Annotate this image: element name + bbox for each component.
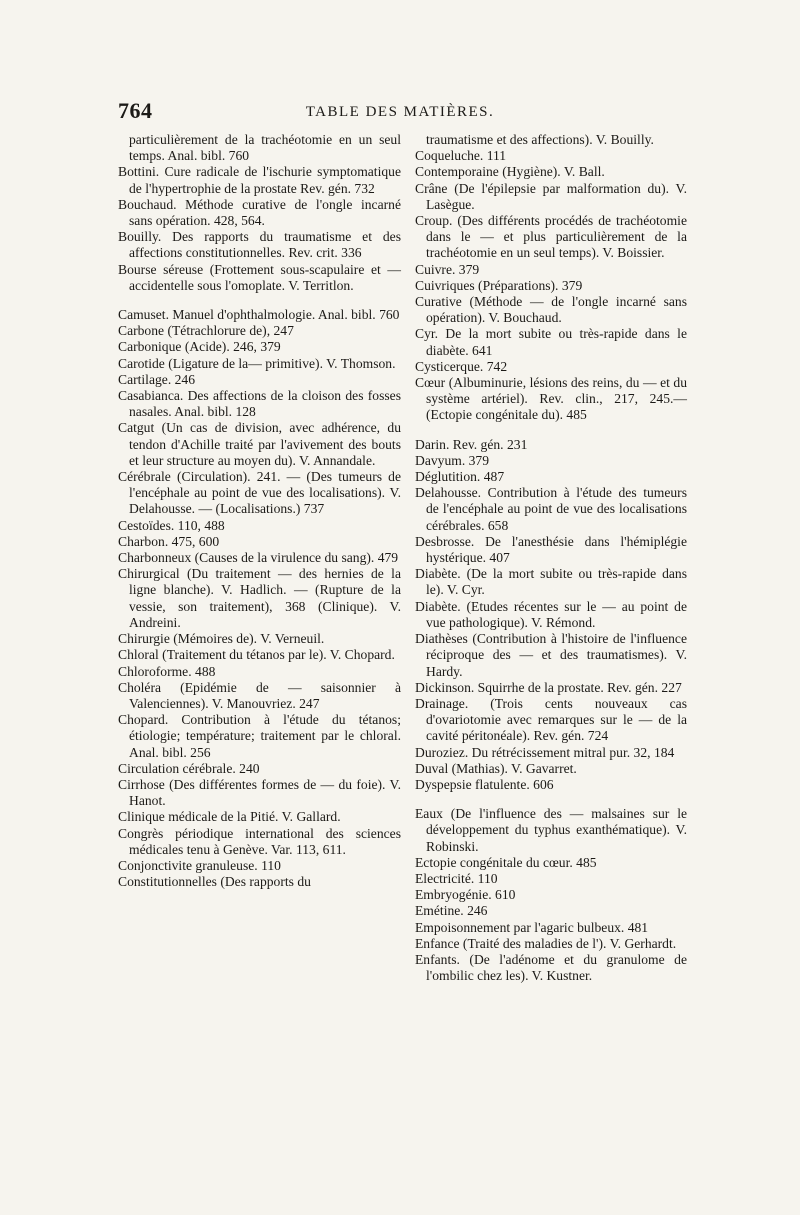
index-entry: Enfants. (De l'adénome et du granulome de l'ombilic chez les). V. Kustner. [415,951,687,984]
index-entry: Diabète. (De la mort subite ou très-rapide dans le). V. Cyr. [415,566,687,598]
index-entry: Chloroforme. 488 [118,663,216,679]
index-entry: Diabète. (Etudes récentes sur le — au point de vue pathologique). V. Rémond. [415,598,687,630]
index-entry: Desbrosse. De l'anesthésie dans l'hémiplégie hystérique. 407 [415,533,687,566]
index-entry: Duroziez. Du rétrécissement mitral pur. 32, 184 [415,744,675,760]
index-entry: Chirurgie (Mémoires de). V. Verneuil. [118,631,325,647]
index-entry: Crâne (De l'épilepsie par malformation du). V. Lasègue. [415,180,687,212]
index-entry: Cuivriques (Préparations). 379 [415,277,583,293]
index-entry: Davyum. 379 [415,452,490,468]
index-entry: Cysticerque. 742 [415,358,508,374]
index-entry: Darin. Rev. gén. 231 [415,436,528,452]
index-entry: Croup. (Des différents procédés de trachéotomie dans le — et plus particulièrement de la trachéotomie en un seul temps). V. Boissier. [415,213,687,261]
index-entry: Coqueluche. 111 [415,148,507,164]
index-entry: Dickinson. Squirrhe de la prostate. Rev. gén. 227 [415,679,682,695]
index-entry: Constitutionnelles (Des rapports du [118,874,311,890]
index-entry: Bourse séreuse (Frottement sous-scapulaire et — accidentelle sous l'omoplate. V. Territlon. [118,261,401,293]
index-entry: Cœur (Albuminurie, lésions des reins, du — et du système artériel). Rev. clin., 217, 245.— (Ectopie congénitale du). 485 [415,375,687,423]
index-entry: Conjonctivite granuleuse. 110 [118,857,281,873]
index-entry: particulièrement de la trachéotomie en un seul temps. Anal. bibl. 760 [129,132,401,164]
index-entry: Clinique médicale de la Pitié. V. Gallard. [118,809,341,825]
index-entry: Catgut (Un cas de division, avec adhérence, du tendon d'Achille traité par l'avivement des bouts et leur structure au moyen du). V. Annandale. [118,420,401,468]
index-entry: Choléra (Epidémie de — saisonnier à Valenciennes). V. Manouvriez. 247 [118,679,401,711]
index-entry: Diathèses (Contribution à l'histoire de l'influence réciproque des — et des traumatismes). V. Hardy. [415,631,687,679]
index-entry: Circulation cérébrale. 240 [118,760,260,776]
index-entry: Cartilage. 246 [118,371,196,387]
right-index-column [415,132,687,984]
index-entry: Bouchaud. Méthode curative de l'ongle incarné sans opération. 428, 564. [118,196,401,229]
index-entry: Dyspepsie flatulente. 606 [415,776,554,792]
index-entry: Delahousse. Contribution à l'étude des tumeurs de l'encéphale au point de vue des localisations cérébrales. 658 [415,485,687,533]
index-entry: Chopard. Contribution à l'étude du tétanos; étiologie; température; traitement par le chloral. Anal. bibl. 256 [118,712,401,760]
index-entry: Casabianca. Des affections de la cloison des fosses nasales. Anal. bibl. 128 [118,388,401,420]
left-index-column [118,132,401,890]
index-entry: Congrès périodique international des sciences médicales tenu à Genève. Var. 113, 611. [118,825,401,857]
index-entry: Emétine. 246 [415,903,488,919]
index-entry: Embryogénie. 610 [415,887,516,903]
index-entry: Electricité. 110 [415,870,498,886]
index-entry: Déglutition. 487 [415,469,505,485]
index-entry: traumatisme et des affections). V. Bouilly. [426,132,654,147]
page-number: 764 [118,98,153,123]
index-entry: Duval (Mathias). V. Gavarret. [415,760,577,776]
running-title: TABLE DES MATIÈRES. [305,104,495,120]
index-entry: Carotide (Ligature de la— primitive). V. Thomson. [118,355,396,371]
index-entry: Camuset. Manuel d'ophthalmologie. Anal. bibl. 760 [118,307,400,323]
index-entry: Empoisonnement par l'agaric bulbeux. 481 [415,919,649,935]
index-entry: Ectopie congénitale du cœur. 485 [415,854,597,870]
index-entry: Cestoïdes. 110, 488 [118,517,225,533]
index-entry: Cirrhose (Des différentes formes de — du foie). V. Hanot. [118,776,401,809]
index-entry: Carbonique (Acide). 246, 379 [118,339,281,355]
index-entry: Charbon. 475, 600 [118,533,220,549]
index-entry: Bottini. Cure radicale de l'ischurie symptomatique de l'hypertrophie de la prostate Rev. gén. 732 [118,164,401,196]
index-entry: Enfance (Traité des maladies de l'). V. Gerhardt. [415,935,677,951]
index-entry: Cérébrale (Circulation). 241. — (Des tumeurs de l'encéphale au point de vue des localisations). V. Delahousse. — (Localisations.) 737 [118,469,401,517]
index-entry: Chloral (Traitement du tétanos par le). V. Chopard. [118,647,395,663]
index-entry: Eaux (De l'influence des — malsaines sur le développement du typhus exanthématique). V. Robinski. [415,806,687,854]
index-entry: Carbone (Tétrachlorure de), 247 [118,323,294,339]
index-entry: Bouilly. Des rapports du traumatisme et des affections constitutionnelles. Rev. crit. 336 [118,229,401,261]
index-entry: Contemporaine (Hygiène). V. Ball. [415,164,605,180]
index-entry: Drainage. (Trois cents nouveaux cas d'ovariotomie avec remarques sur le — de la cavité péritonéale). Rev. gén. 724 [415,695,687,744]
index-entry: Chirurgical (Du traitement — des hernies de la ligne blanche). V. Hadlich. — (Rupture de la vessie, son traitement), 368 (Clinique). V. Andreini. [118,566,401,630]
index-entry: Charbonneux (Causes de la virulence du sang). 479 [118,550,399,566]
index-entry: Cuivre. 379 [415,261,480,277]
index-entry: Curative (Méthode — de l'ongle incarné sans opération). V. Bouchaud. [415,294,687,326]
index-entry: Cyr. De la mort subite ou très-rapide dans le diabète. 641 [415,326,687,358]
